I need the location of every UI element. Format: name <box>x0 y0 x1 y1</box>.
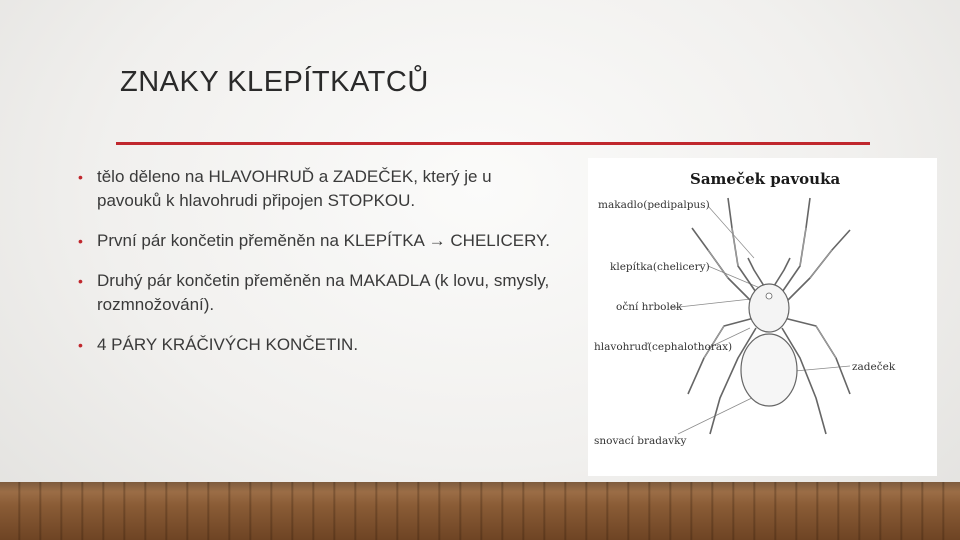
label-ocni-hrbolek: oční hrbolek <box>616 301 683 313</box>
bullet-item <box>78 333 558 357</box>
floor-shadow <box>0 482 960 492</box>
cephalothorax <box>749 284 789 332</box>
spider-diagram <box>588 158 937 476</box>
bullet-icon: • <box>78 233 83 249</box>
slide-title: ZNAKY KLEPÍTKATCŮ <box>120 66 429 98</box>
bullet-list <box>78 165 558 373</box>
bullet-item <box>78 229 558 253</box>
eye-tubercle <box>766 293 772 299</box>
label-zadecek: zadeček <box>852 361 896 373</box>
bullet-icon: • <box>78 169 83 185</box>
label-hlavohrud: hlavohruď(cephalothorax) <box>594 341 733 353</box>
bullet-text: 4 PÁRY KRÁČIVÝCH KONČETIN. <box>97 335 359 354</box>
bullet-text: Druhý pár končetin přeměněn na MAKADLA (k lovu, smysly, rozmnožování). <box>97 271 550 314</box>
bullet-icon: • <box>78 337 83 353</box>
label-snovaci-bradavky: snovací bradavky <box>594 435 687 447</box>
bullet-text: tělo děleno na HLAVOHRUĎ a ZADEČEK, který je u pavouků k hlavohrudi připojen STOPKOU. <box>97 167 492 210</box>
label-makadlo: makadlo(pedipalpus) <box>598 199 710 211</box>
bullet-icon: • <box>78 273 83 289</box>
figure-title: Sameček pavouka <box>690 170 841 188</box>
bullet-text: První pár končetin přeměněn na KLEPÍTKA → CHELICERY. <box>97 231 550 250</box>
bullet-item <box>78 269 558 317</box>
label-klepitka: klepítka(chelicery) <box>610 261 710 273</box>
abdomen <box>741 334 797 406</box>
bullet-item <box>78 165 558 213</box>
title-underline <box>116 142 870 145</box>
spider-illustration <box>588 158 937 476</box>
